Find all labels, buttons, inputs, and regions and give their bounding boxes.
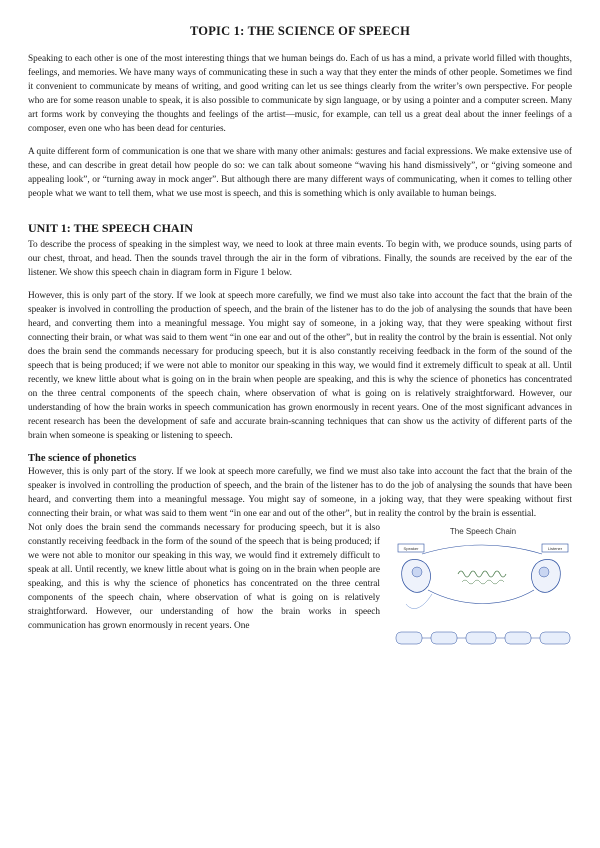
unit-paragraph-1: To describe the process of speaking in the simplest way, we need to look at three main events. To begin with, we produce sounds, using parts of our chest, throat, and head. Then the sounds travel through the air in the form of vibrations. Finally, the sounds are received by the ear of the listener. We show this speech chain in diagram form in Figure 1 below. [28,240,572,278]
figure-title: The Speech Chain [449,527,517,536]
flow-box-5 [540,632,570,644]
speech-chain-diagram [392,524,572,654]
section-paragraph-2: Not only does the brain send the commands necessary for producing speech, but it is also constantly receiving feedback in the form of the sound of the speech that is being produced; if we were not able to monitor our speaking in this way, we would find it extremely difficult to speak at all. Until recently, we knew little about what is going on in the brain when people are speaking, and this is why the science of phonetics has concentrated on the three central components of the speech chain, where observation of what is going on is relatively straightforward. However, our understanding of how the brain works in speech communication has grown enormously in recent years. One [28,523,380,631]
unit-paragraph-2: However, this is only part of the story. If we look at speech more carefully, we find we must also take into account the fact that the brain of the speaker is involved in controlling the production of speech, and the brain of the listener has to do the job of analysing the sounds that have been heard, and converting them into a meaningful message. You might say of someone, in a joking way, that they were speaking without first connecting their brain, or what was said to them went “in one ear and out of the other”, but in reality the control by the brain is essential. Not only does the brain send the commands necessary for producing speech, but it is also constantly receiving feedback in the form of the sound of the speech that is being produced; if we were not able to monitor our speaking in this way, we would find it extremely difficult to speak at all. Until recently, we knew little about what is going on in the brain when people are speaking, and this is why the science of phonetics has concentrated on the three central components of the speech chain, where observation of what is going on is relatively straightforward. However, our understanding of how the brain works in speech communication has grown enormously in recent years. One of the most significant advances in recent research has been the development of safe and accurate brain-scanning techniques that can show us the activity of different parts of the brain when someone is speaking or listening to speech. [28,291,572,441]
flow-box-4 [505,632,531,644]
listener-brain-icon [539,567,549,577]
flow-box-3 [466,632,496,644]
topic-title: TOPIC 1: THE SCIENCE OF SPEECH [189,24,411,38]
speaker-brain-icon [412,567,422,577]
intro-paragraph-2: A quite different form of communication is one that we share with many other animals: gestures and facial expressions. We make extensive use of these, and can describe in great detail how people do so: we can talk about someone “waving his hand dismissively”, or “giving someone and appealing look”, or “turning away in mock anger”. But although there are many different ways of communicating, when it comes to telling other people what we want to tell them, what we use most is speech, and this is something which is only available to human beings. [28,147,572,199]
listener-label: Listener [547,546,563,551]
speech-chain-figure [392,524,572,654]
flow-box-1 [396,632,422,644]
sound-wave-2 [462,580,504,584]
sound-wave [458,571,506,577]
unit-title: UNIT 1: THE SPEECH CHAIN [28,221,193,235]
section-paragraph-1: However, this is only part of the story. If we look at speech more carefully, we find we must also take into account the fact that the brain of the speaker is involved in controlling the production of speech, and the brain of the listener has to do the job of analysing the sounds that have been heard, and converting them into a meaningful message. You might say of someone, in a joking way, that they were speaking without first connecting their brain, or what was said to them went “in one ear and out of the other”, but in reality the control by the brain is essential. [28,467,572,519]
intro-paragraph-1: Speaking to each other is one of the most interesting things that we human beings do. Each of us has a mind, a private world filled with thoughts, feelings, and memories. We have many ways of communicating these in such a way that they enter the minds of other people. Sometimes we find it convenient to communicate by means of writing, and good writing can let us see things clearly from the writer’s own perspective. For people who are for some reason unable to speak, it is also possible to communicate by sign language, or by using a pointer and a computer screen. Many art forms work by conveying the thoughts and feelings of the artist—music, for example, can tell us a great deal about the inner feelings of a composer, even one who has been dead for centuries. [28,54,572,134]
flow-row [396,632,570,644]
speaker-label: Speaker [403,546,419,551]
bottom-arrow [428,590,534,604]
feedback-arrow [406,594,432,609]
top-arrow [422,545,542,554]
flow-box-2 [431,632,457,644]
section-title: The science of phonetics [28,453,137,464]
figure-wrap [28,521,572,658]
